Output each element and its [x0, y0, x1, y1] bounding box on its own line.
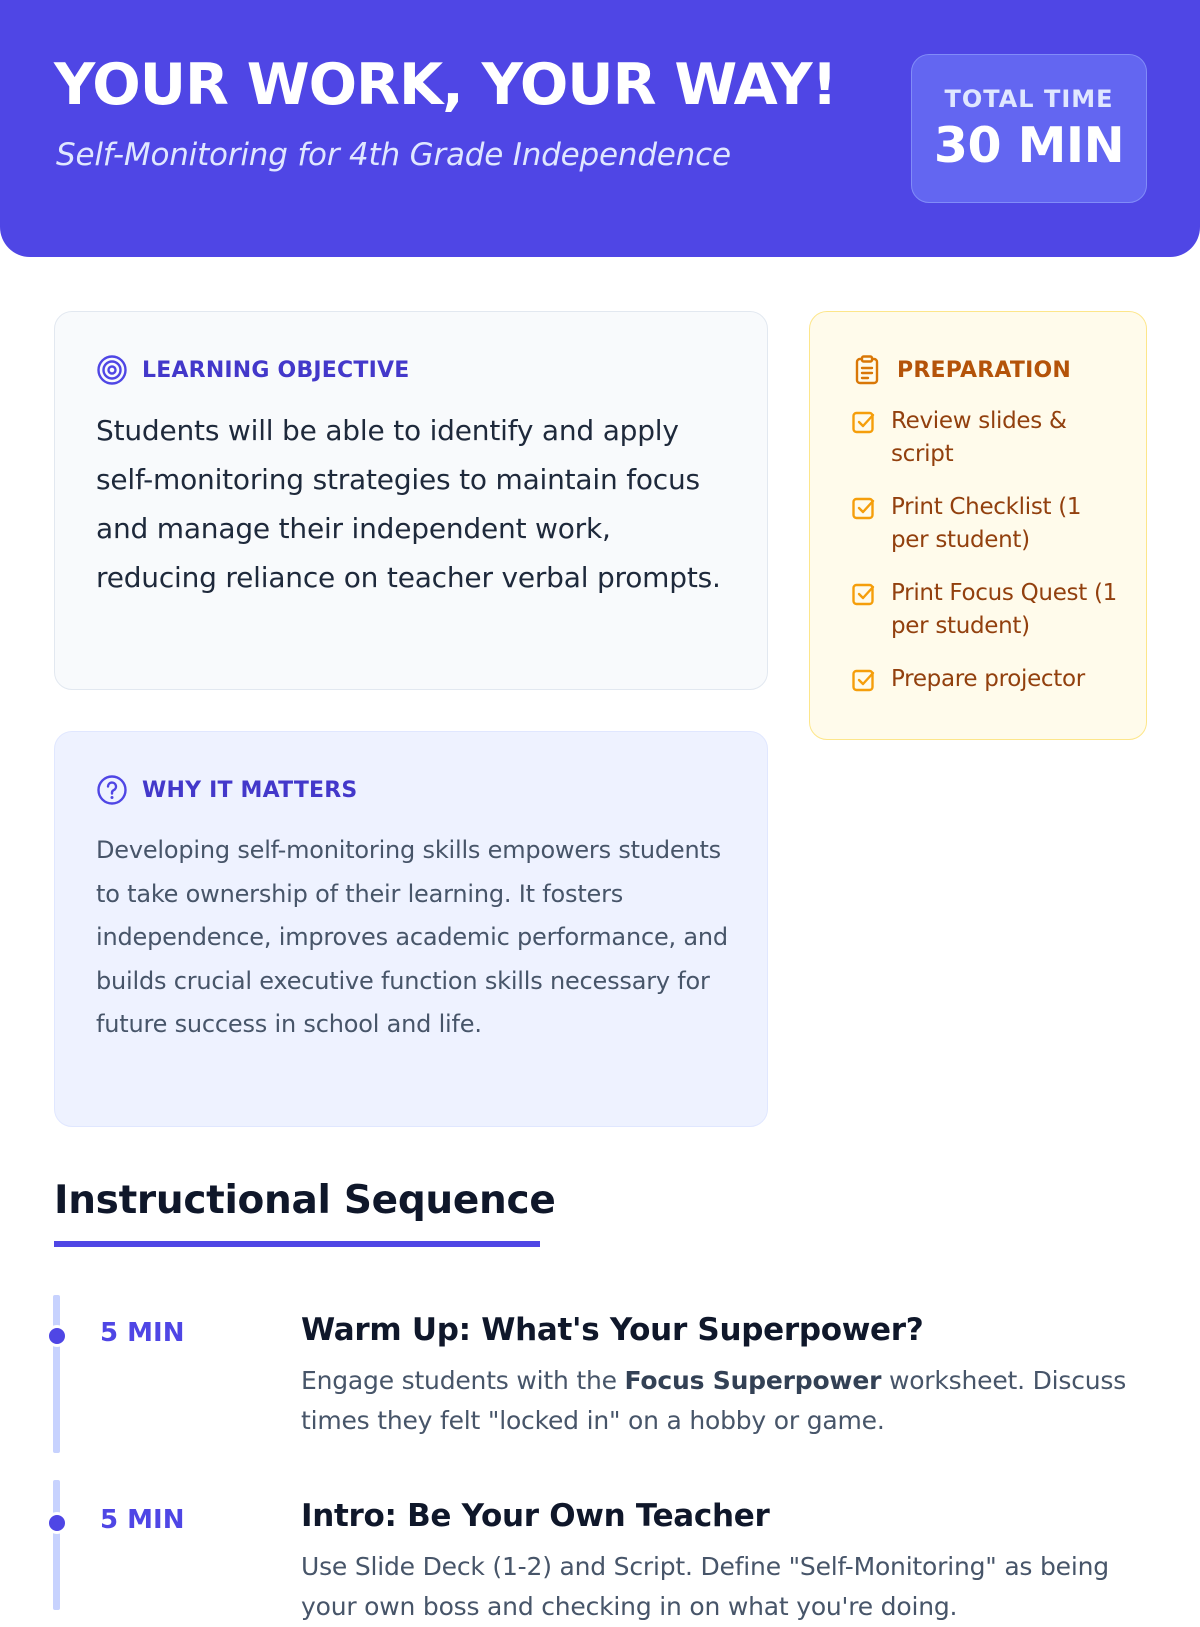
why-it-matters-card — [54, 731, 768, 1127]
preparation-item-label: Print Checklist (1 per student) — [891, 494, 1082, 553]
total-time-label: TOTAL TIME — [944, 85, 1114, 113]
checkbox-checked-icon — [851, 409, 877, 435]
step-description — [301, 1361, 1141, 1441]
learning-objective-header — [96, 354, 409, 386]
preparation-item-label: Prepare projector — [891, 666, 1085, 692]
preparation-list — [851, 405, 1121, 716]
preparation-card — [809, 311, 1147, 740]
timeline-line — [53, 1480, 60, 1610]
page-subtitle: Self-Monitoring for 4th Grade Independence — [56, 137, 731, 173]
preparation-item-label: Print Focus Quest (1 per student) — [891, 580, 1117, 639]
preparation-item-label: Review slides & script — [891, 408, 1067, 467]
target-icon — [96, 354, 128, 386]
checkbox-checked-icon — [851, 667, 877, 693]
why-it-matters-text: Developing self-monitoring skills empowers students to take ownership of their learning. It fosters independence, improves academic performance, and builds crucial executive function skills necessary for future success in school and life. — [96, 836, 728, 1038]
step-time: 5 MIN — [100, 1505, 185, 1535]
why-it-matters-header — [96, 774, 357, 806]
learning-objective-card — [54, 311, 768, 690]
clipboard-icon — [851, 354, 883, 386]
total-time-value: 30 MIN — [933, 117, 1125, 174]
step-description-highlight: Focus Superpower — [624, 1366, 882, 1395]
timeline-dot — [46, 1512, 68, 1534]
preparation-item — [851, 663, 1121, 696]
step-description-text: Engage students with the — [301, 1366, 625, 1395]
preparation-header — [851, 354, 1071, 386]
preparation-item — [851, 491, 1121, 557]
checkbox-checked-icon — [851, 581, 877, 607]
why-it-matters-heading: WHY IT MATTERS — [142, 777, 358, 803]
header-banner — [0, 0, 1200, 257]
step-description — [301, 1547, 1141, 1627]
learning-objective-text: Students will be able to identify and apply self-monitoring strategies to maintain focus and manage their independent work, reducing reliance on teacher verbal prompts. — [96, 414, 721, 594]
question-circle-icon — [96, 774, 128, 806]
learning-objective-heading: LEARNING OBJECTIVE — [142, 357, 410, 383]
instructional-sequence-heading: Instructional Sequence — [54, 1178, 540, 1247]
preparation-heading: PREPARATION — [897, 357, 1071, 383]
step-title: Intro: Be Your Own Teacher — [301, 1498, 770, 1534]
step-description-text: worksheet. Discuss times they felt "locked in" on a hobby or game. — [301, 1366, 1127, 1435]
preparation-item — [851, 577, 1121, 643]
page-title: YOUR WORK, YOUR WAY! — [54, 52, 837, 118]
preparation-item — [851, 405, 1121, 471]
step-description-text: Use Slide Deck (1-2) and Script. Define "Self-Monitoring" as being your own boss and checking in on what you're doing. — [301, 1552, 1109, 1621]
step-time: 5 MIN — [100, 1318, 185, 1348]
step-title: Warm Up: What's Your Superpower? — [301, 1312, 924, 1348]
total-time-box — [911, 54, 1147, 203]
checkbox-checked-icon — [851, 495, 877, 521]
timeline-line — [53, 1295, 60, 1453]
timeline-dot — [46, 1325, 68, 1347]
